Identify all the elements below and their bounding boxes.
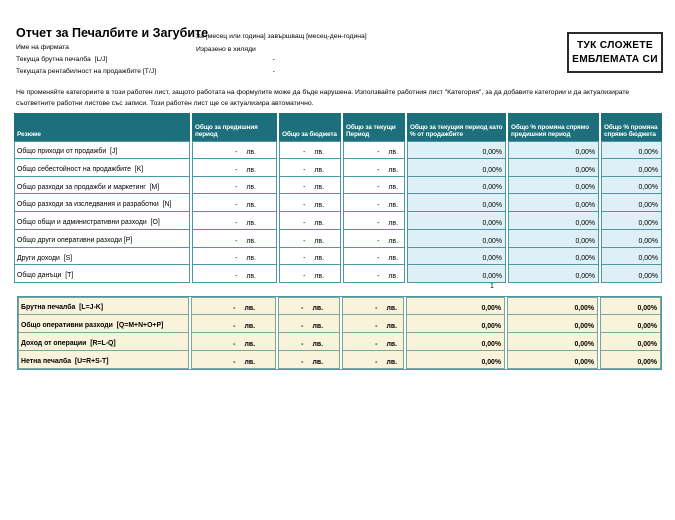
amount-value: - [377, 237, 380, 245]
amount-value: - [303, 184, 306, 192]
currency-label: лв. [246, 148, 256, 156]
current-period-amount-cell[interactable] [343, 159, 405, 177]
currency-label: лв. [246, 184, 256, 192]
currency-label: лв. [388, 219, 398, 227]
budget-amount-cell[interactable] [279, 177, 341, 195]
pct-change-budget-cell[interactable]: 0,00% [600, 351, 661, 369]
pct-of-sales-cell[interactable]: 0,00% [407, 265, 506, 283]
current-period-amount-cell[interactable] [343, 212, 405, 230]
amount-value: - [301, 359, 304, 366]
currency-label: лв. [312, 359, 323, 366]
amount-value: - [377, 219, 380, 227]
currency-label: лв. [386, 341, 397, 348]
budget-amount-cell[interactable] [279, 194, 341, 212]
row-label: Брутна печалба [L=J-K] [18, 297, 189, 315]
amount-value: - [235, 166, 238, 174]
amount-value: - [375, 359, 378, 366]
currency-label: лв. [386, 305, 397, 312]
pct-change-previous-cell[interactable]: 0,00% [507, 297, 598, 315]
prev-period-amount-cell[interactable] [191, 351, 276, 369]
row-label: Общо себестойност на продажбите [K] [14, 159, 190, 177]
budget-amount-cell[interactable] [279, 230, 341, 248]
amount-value: - [377, 255, 380, 263]
amount-value: - [235, 184, 238, 192]
amount-value: - [375, 323, 378, 330]
pct-change-budget-cell[interactable]: 0,00% [601, 141, 662, 159]
pct-change-previous-cell[interactable]: 0,00% [508, 248, 599, 266]
amount-value: - [235, 148, 238, 156]
pnl-main-table [14, 113, 662, 283]
row-label: Доход от операции [R=L-Q] [18, 333, 189, 351]
prev-period-amount-cell[interactable] [192, 159, 277, 177]
units-label: Изразено в хиляди [196, 46, 256, 53]
col-header-pct-change-budget: Общо % промяна спрямо бюджета [601, 113, 662, 141]
amount-value: - [301, 323, 304, 330]
currency-label: лв. [244, 305, 255, 312]
currency-label: лв. [314, 237, 324, 245]
pct-of-sales-cell[interactable]: 0,00% [407, 159, 506, 177]
budget-amount-cell[interactable] [279, 265, 341, 283]
pnl-summary-table [17, 296, 662, 370]
row-label: Общо оперативни разходи [Q=M+N+O+P] [18, 315, 189, 333]
amount-value: - [375, 341, 378, 348]
amount-value: - [303, 219, 306, 227]
amount-value: - [233, 323, 236, 330]
prev-period-amount-cell[interactable] [192, 194, 277, 212]
currency-label: лв. [246, 202, 256, 209]
sales-margin-label: Текущата рентабилност на продажбите [T/J] [16, 68, 157, 75]
prev-period-amount-cell[interactable] [192, 177, 277, 195]
currency-label: лв. [314, 148, 324, 156]
current-period-amount-cell[interactable] [343, 248, 405, 266]
amount-value: - [377, 202, 380, 209]
budget-amount-cell[interactable] [279, 212, 341, 230]
currency-label: лв. [246, 219, 256, 227]
amount-value: - [377, 184, 380, 192]
budget-amount-cell[interactable] [278, 333, 340, 351]
instructions-note: Не променяйте категориите в този работен лист, защото работата на формулите може да бъде нарушена. Използвайте работния лист "Категория", за да добавите категории и да актуализирате съответните работни листове със записи. Този работен лист ще се актуализира автоматично. [16, 89, 630, 107]
amount-value: - [303, 255, 306, 263]
row-label: Общо общи и административни разходи [O] [14, 212, 190, 230]
pct-change-budget-cell[interactable]: 0,00% [601, 265, 662, 283]
pct-of-sales-cell[interactable]: 0,00% [407, 141, 506, 159]
currency-label: лв. [388, 273, 398, 280]
pct-change-previous-cell[interactable]: 0,00% [508, 159, 599, 177]
currency-label: лв. [312, 323, 323, 330]
pct-of-sales-cell[interactable]: 0,00% [406, 351, 505, 369]
pct-change-previous-cell[interactable]: 0,00% [507, 315, 598, 333]
pct-change-budget-cell[interactable]: 0,00% [600, 315, 661, 333]
pct-change-budget-cell[interactable]: 0,00% [601, 177, 662, 195]
current-period-amount-cell[interactable] [343, 194, 405, 212]
amount-value: - [235, 219, 238, 227]
page-title: Отчет за Печалбите и Загубите [16, 26, 209, 40]
pct-change-previous-cell[interactable]: 0,00% [508, 230, 599, 248]
company-name-label: Име на фирмата [16, 44, 69, 51]
current-period-amount-cell[interactable] [342, 315, 404, 333]
col-header-budget: Общо за бюджета [279, 113, 341, 141]
pct-change-budget-cell[interactable]: 0,00% [600, 297, 661, 315]
pct-change-budget-cell[interactable]: 0,00% [601, 230, 662, 248]
currency-label: лв. [388, 202, 398, 209]
page-number: 1 [490, 283, 494, 290]
currency-label: лв. [246, 237, 256, 245]
amount-value: - [233, 341, 236, 348]
prev-period-amount-cell[interactable] [191, 297, 276, 315]
col-header-pct-of-sales: Общо за текущия период като % от продажбите [407, 113, 506, 141]
pct-of-sales-cell[interactable]: 0,00% [407, 194, 506, 212]
amount-value: - [303, 273, 306, 280]
amount-value: - [303, 148, 306, 156]
currency-label: лв. [246, 273, 256, 280]
currency-label: лв. [388, 184, 398, 192]
currency-label: лв. [246, 255, 256, 263]
amount-value: - [303, 166, 306, 174]
period-ending-label: За [месец или година] завършващ [месец-ден-година] [196, 33, 367, 40]
pct-change-previous-cell[interactable]: 0,00% [507, 351, 598, 369]
row-label: Други доходи [S] [14, 248, 190, 266]
amount-value: - [235, 237, 238, 245]
amount-value: - [235, 202, 238, 209]
prev-period-amount-cell[interactable] [192, 265, 277, 283]
currency-label: лв. [312, 341, 323, 348]
pct-change-previous-cell[interactable]: 0,00% [508, 177, 599, 195]
currency-label: лв. [388, 148, 398, 156]
current-period-amount-cell[interactable] [343, 230, 405, 248]
col-header-previous-period: Общо за предишния период [192, 113, 277, 141]
prev-period-amount-cell[interactable] [191, 333, 276, 351]
amount-value: - [233, 359, 236, 366]
pct-change-budget-cell[interactable]: 0,00% [601, 212, 662, 230]
logo-placeholder-line1: ТУК СЛОЖЕТЕ [577, 40, 653, 52]
currency-label: лв. [244, 323, 255, 330]
pct-of-sales-cell[interactable]: 0,00% [407, 212, 506, 230]
sales-margin-value-cell[interactable]: - [272, 68, 275, 75]
pct-change-previous-cell[interactable]: 0,00% [508, 212, 599, 230]
amount-value: - [375, 305, 378, 312]
pct-of-sales-cell[interactable]: 0,00% [407, 177, 506, 195]
currency-label: лв. [388, 237, 398, 245]
pct-of-sales-cell[interactable]: 0,00% [406, 315, 505, 333]
currency-label: лв. [314, 219, 324, 227]
prev-period-amount-cell[interactable] [192, 212, 277, 230]
currency-label: лв. [314, 184, 324, 192]
col-header-pct-change-previous: Общо % промяна спрямо предишния период [508, 113, 599, 141]
currency-label: лв. [244, 341, 255, 348]
currency-label: лв. [386, 323, 397, 330]
currency-label: лв. [246, 166, 256, 174]
gross-profit-label: Текуща брутна печалба [L/J] [16, 56, 108, 63]
amount-value: - [235, 273, 238, 280]
pct-of-sales-cell[interactable]: 0,00% [407, 248, 506, 266]
current-period-amount-cell[interactable] [342, 297, 404, 315]
amount-value: - [303, 202, 306, 209]
row-label: Общо други оперативни разходи [P] [14, 230, 190, 248]
amount-value: - [377, 166, 380, 174]
currency-label: лв. [314, 166, 324, 174]
amount-value: - [377, 148, 380, 156]
budget-amount-cell[interactable] [279, 159, 341, 177]
currency-label: лв. [388, 255, 398, 263]
row-label: Общо разходи за изследвания и разработки [N] [14, 194, 190, 212]
amount-value: - [303, 237, 306, 245]
prev-period-amount-cell[interactable] [192, 230, 277, 248]
row-label: Общо приходи от продажби [J] [14, 141, 190, 159]
prev-period-amount-cell[interactable] [192, 141, 277, 159]
pct-change-budget-cell[interactable]: 0,00% [600, 333, 661, 351]
pct-change-budget-cell[interactable]: 0,00% [601, 194, 662, 212]
prev-period-amount-cell[interactable] [192, 248, 277, 266]
current-period-amount-cell[interactable] [343, 141, 405, 159]
amount-value: - [377, 273, 380, 280]
budget-amount-cell[interactable] [278, 315, 340, 333]
logo-placeholder[interactable] [567, 32, 663, 73]
amount-value: - [301, 341, 304, 348]
pct-of-sales-cell[interactable]: 0,00% [407, 230, 506, 248]
pct-change-previous-cell[interactable]: 0,00% [508, 141, 599, 159]
pct-change-budget-cell[interactable]: 0,00% [601, 159, 662, 177]
budget-amount-cell[interactable] [278, 297, 340, 315]
amount-value: - [235, 255, 238, 263]
current-period-amount-cell[interactable] [342, 333, 404, 351]
budget-amount-cell[interactable] [278, 351, 340, 369]
amount-value: - [301, 305, 304, 312]
current-period-amount-cell[interactable] [343, 265, 405, 283]
row-label: Общо данъци [T] [14, 265, 190, 283]
col-header-summary: Резюме [14, 113, 190, 141]
currency-label: лв. [388, 166, 398, 174]
pct-change-budget-cell[interactable]: 0,00% [601, 248, 662, 266]
amount-value: - [233, 305, 236, 312]
pct-of-sales-cell[interactable]: 0,00% [406, 333, 505, 351]
currency-label: лв. [314, 273, 324, 280]
pct-change-previous-cell[interactable]: 0,00% [507, 333, 598, 351]
currency-label: лв. [244, 359, 255, 366]
row-label: Общо разходи за продажби и маркетинг [M] [14, 177, 190, 195]
col-header-current-period: Общо за текущи Период [343, 113, 405, 141]
pct-change-previous-cell[interactable]: 0,00% [508, 265, 599, 283]
row-label: Нетна печалба [U=R+S-T] [18, 351, 189, 369]
budget-amount-cell[interactable] [279, 248, 341, 266]
logo-placeholder-line2: ЕМБЛЕМАТА СИ [572, 53, 658, 65]
budget-amount-cell[interactable] [279, 141, 341, 159]
current-period-amount-cell[interactable] [342, 351, 404, 369]
pct-change-previous-cell[interactable]: 0,00% [508, 194, 599, 212]
current-period-amount-cell[interactable] [343, 177, 405, 195]
currency-label: лв. [314, 202, 324, 209]
currency-label: лв. [312, 305, 323, 312]
gross-profit-value-cell[interactable]: - [272, 56, 275, 63]
currency-label: лв. [386, 359, 397, 366]
pct-of-sales-cell[interactable]: 0,00% [406, 297, 505, 315]
currency-label: лв. [314, 255, 324, 263]
prev-period-amount-cell[interactable] [191, 315, 276, 333]
